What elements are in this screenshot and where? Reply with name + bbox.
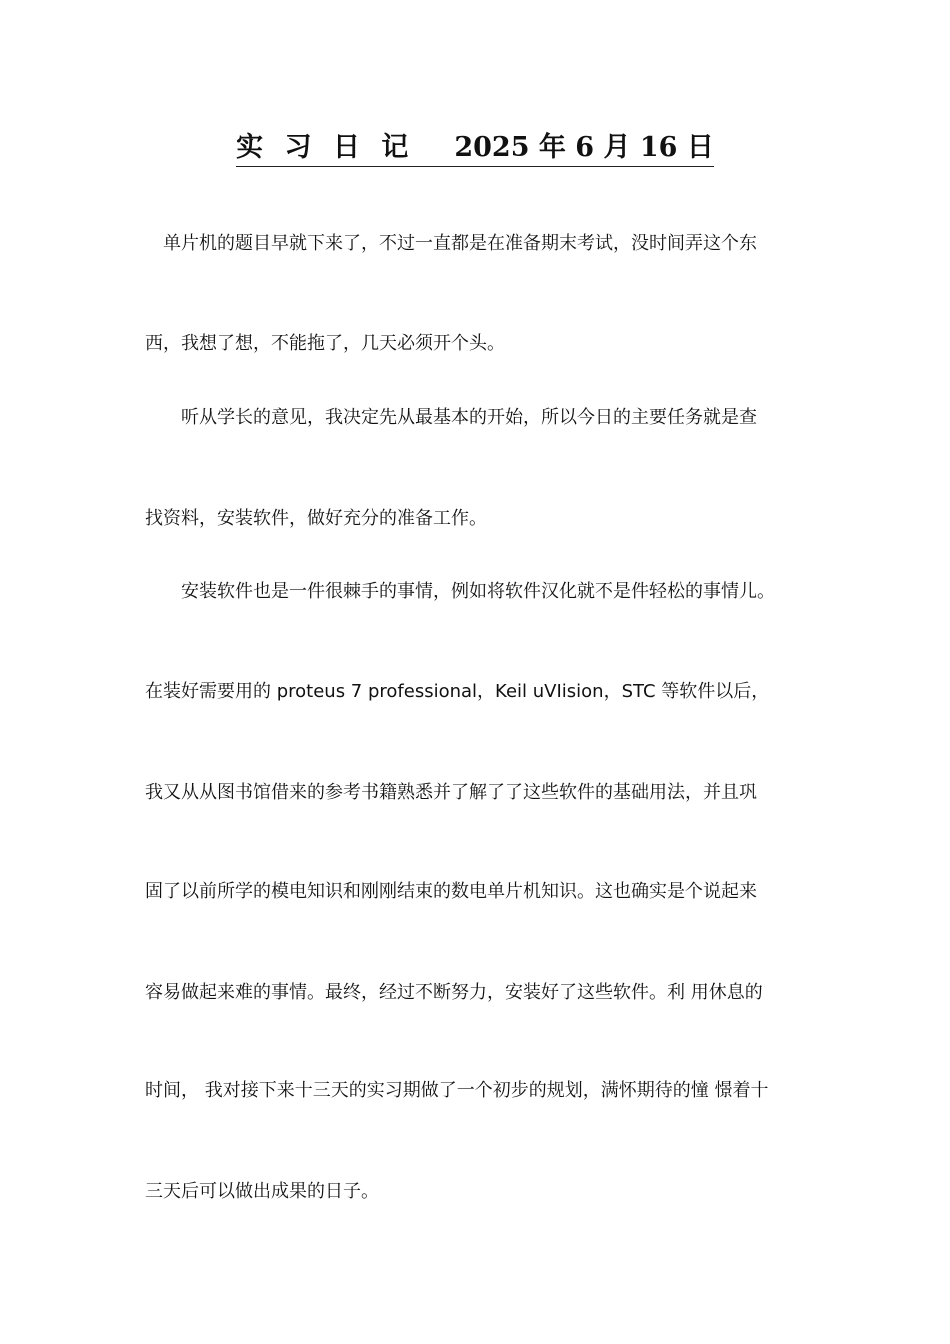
paragraph-line-9: 容易做起来难的事情。最终，经过不断努力，安装好了这些软件。利 用休息的 (145, 982, 763, 1003)
paragraph-line-7: 我又从从图书馆借来的参考书籍熟悉并了解了了这些软件的基础用法，并且巩 (145, 782, 757, 803)
paragraph-line-10: 时间， 我对接下来十三天的实习期做了一个初步的规划，满怀期待的憧 憬着十 (145, 1080, 769, 1101)
title-underlined (236, 130, 714, 167)
paragraph-line-6: 在装好需要用的 proteus 7 professional，Keil uVIision，STC 等软件以后， (145, 681, 770, 702)
paragraph-line-2: 西，我想了想，不能拖了，几天必须开个头。 (145, 333, 505, 354)
paragraph-line-3: 听从学长的意见，我决定先从最基本的开始，所以今日的主要任务就是查 (145, 407, 757, 428)
title-date: 2025 年 6 月 16 日 (454, 132, 714, 163)
paragraph-line-11: 三天后可以做出成果的日子。 (145, 1181, 379, 1202)
paragraph-line-4: 找资料，安装软件，做好充分的准备工作。 (145, 508, 487, 529)
paragraph-line-5: 安装软件也是一件很棘手的事情，例如将软件汉化就不是件轻松的事情儿。 (145, 581, 775, 602)
title-label: 实 习 日 记 (236, 132, 415, 163)
diary-title (0, 128, 950, 168)
paragraph-line-8: 固了以前所学的模电知识和刚刚结束的数电单片机知识。这也确实是个说起来 (145, 881, 757, 902)
paragraph-line-1: 单片机的题目早就下来了，不过一直都是在准备期末考试，没时间弄这个东 (145, 233, 757, 254)
